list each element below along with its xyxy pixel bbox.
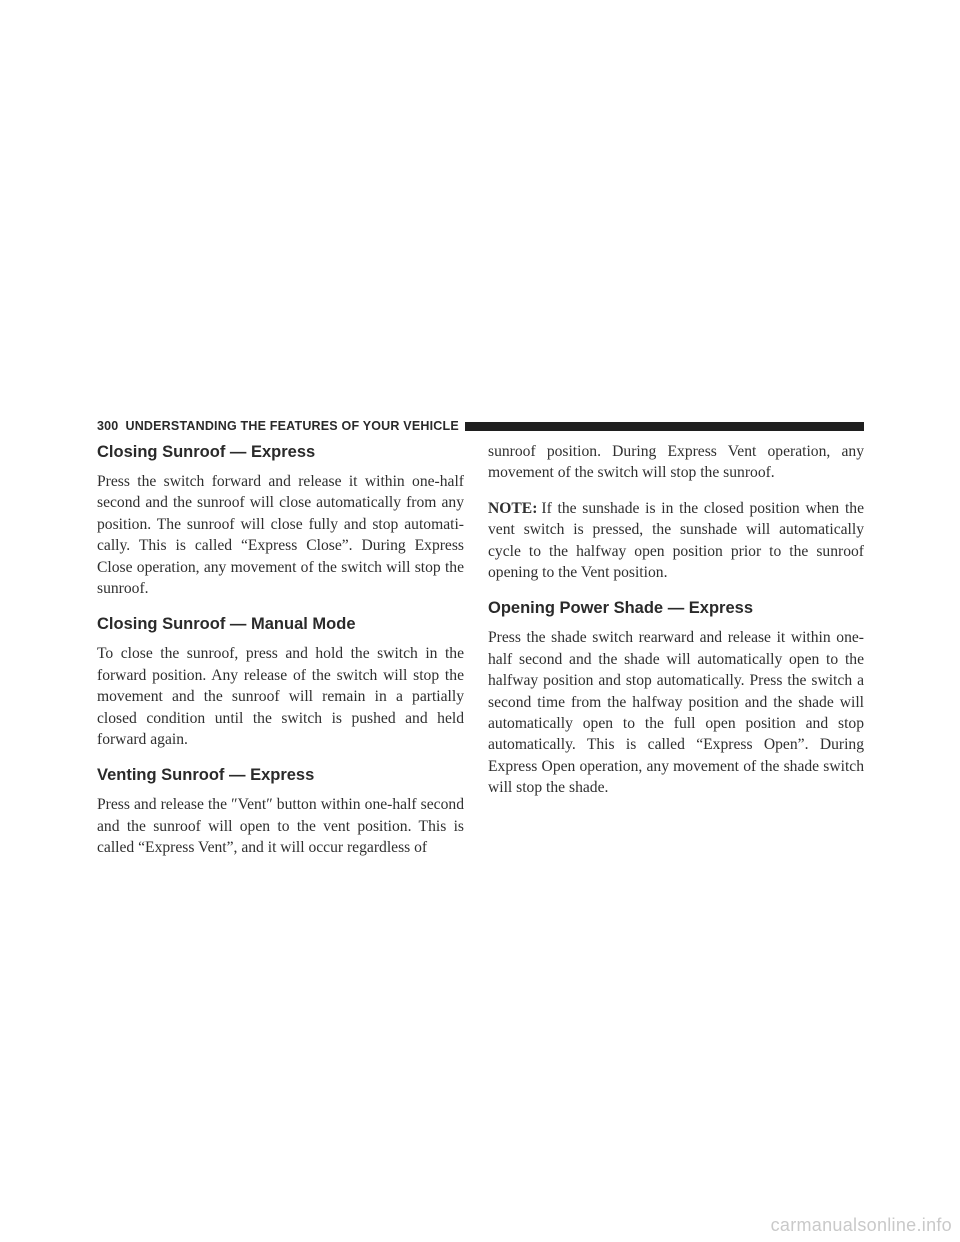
note-text: If the sunshade is in the closed position when the vent switch is pressed, the sunshade will automatically cycle to the halfway open position prior to the sunroof opening to the Vent position.	[488, 499, 864, 582]
watermark: carmanualsonline.info	[770, 1215, 952, 1235]
heading-closing-sunroof-manual: Closing Sunroof — Manual Mode	[97, 615, 356, 634]
heading-opening-power-shade-express: Opening Power Shade — Express	[488, 599, 753, 618]
heading-venting-sunroof-express: Venting Sunroof — Express	[97, 766, 315, 785]
paragraph-opening-power-shade-express: Press the shade switch rearward and release it within one-half second and the shade will automatically open to the halfway position and stop automatically. Press the switch a second time from the halfway position and the shade will automatically open to the full open position and stop automatically. This is called “Express Open”. During Express Open operation, any movement of the shade switch will stop the shade.	[488, 629, 864, 797]
section-title: UNDERSTANDING THE FEATURES OF YOUR VEHICLE	[125, 419, 459, 433]
header-rule	[465, 422, 864, 431]
note-paragraph	[488, 498, 864, 584]
right-column	[488, 441, 864, 813]
paragraph-closing-sunroof-express: Press the switch forward and release it within one-half second and the sunroof will close automatically from any position. The sunroof will close fully and stop automatically. This is called “Express Close”. During Express Close operation, any movement of the switch will stop the sunroof.	[97, 473, 464, 598]
paragraph-venting-sunroof-express: Press and release the ″Vent″ button within one-half second and the sunroof will open to the vent position. This is called “Express Vent”, and it will occur regardless of	[97, 796, 464, 857]
note-label: NOTE:	[488, 499, 538, 517]
left-column	[97, 441, 464, 873]
page-number: 300	[97, 419, 119, 433]
running-header	[97, 418, 864, 434]
paragraph-closing-sunroof-manual: To close the sunroof, press and hold the switch in the forward position. Any release of the switch will stop the movement and the sunroof will remain in a partially closed condition until the switch is pushed and held forward again.	[97, 645, 464, 749]
heading-closing-sunroof-express: Closing Sunroof — Express	[97, 443, 316, 461]
paragraph-venting-continuation: sunroof position. During Express Vent operation, any movement of the switch will stop the sunroof.	[488, 443, 864, 482]
